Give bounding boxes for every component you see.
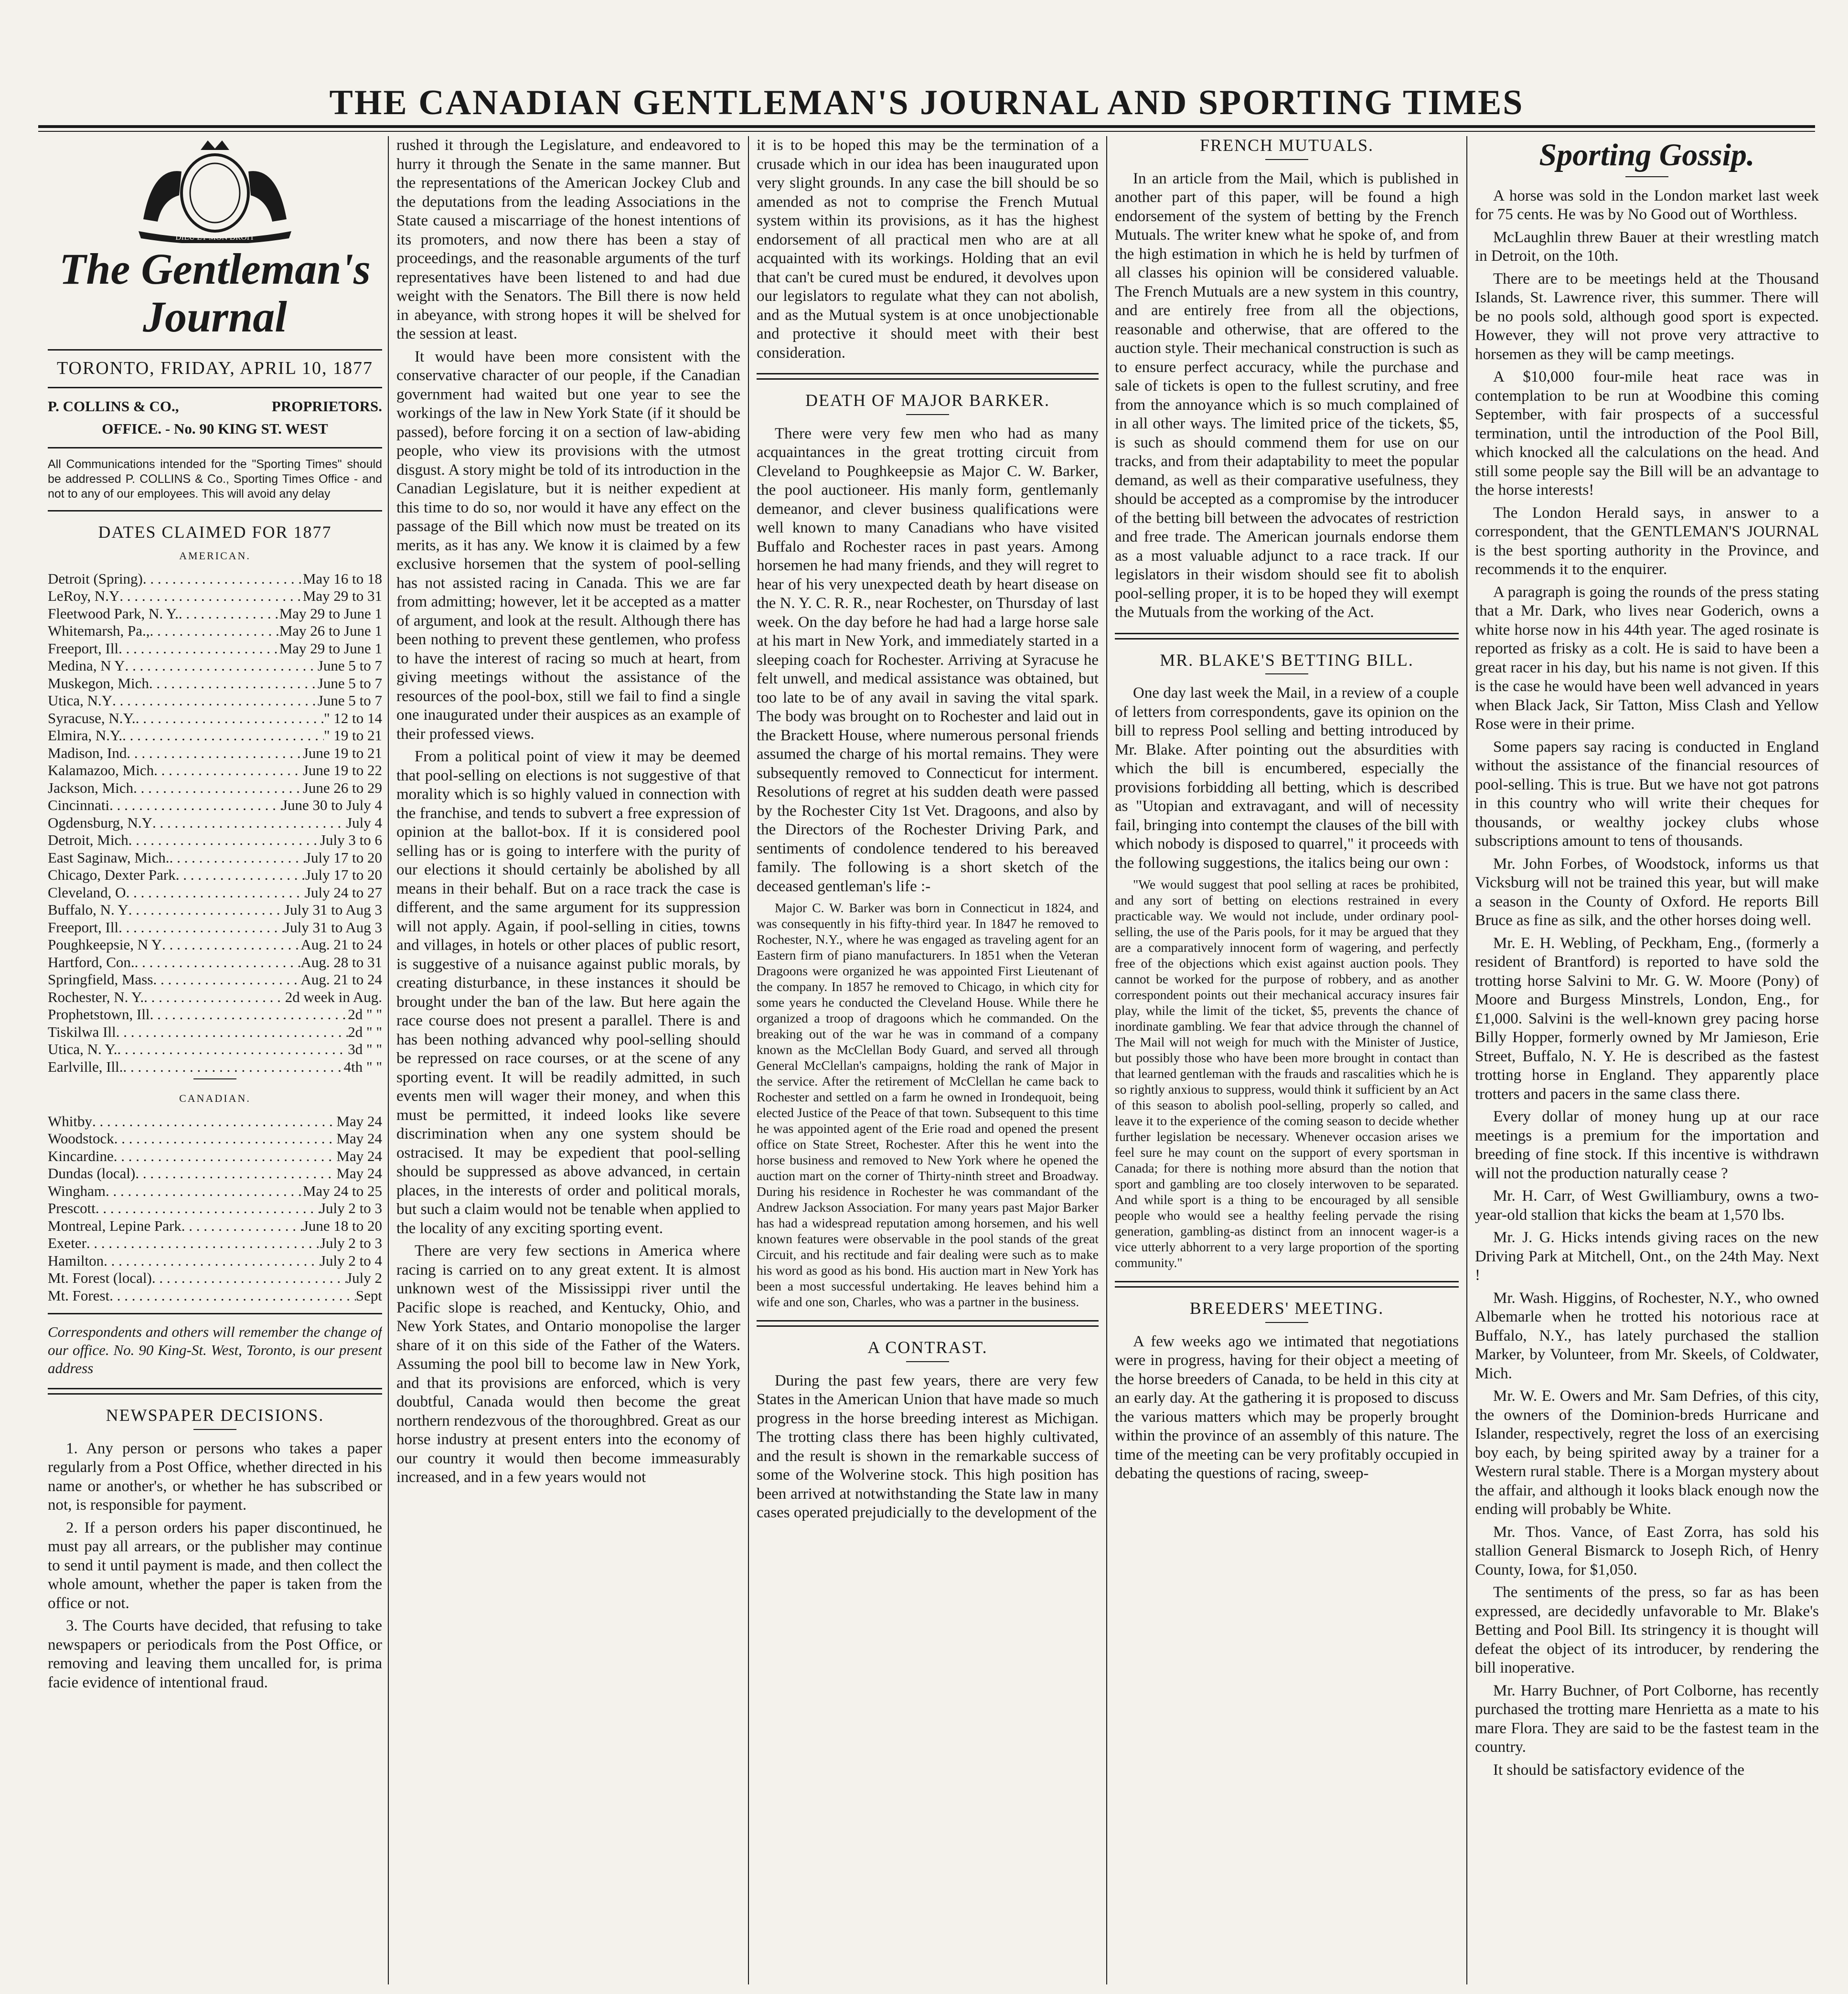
- date-value: July 31 to Aug 3: [284, 918, 382, 936]
- contrast-heading: A CONTRAST.: [867, 1338, 988, 1357]
- date-value: June 19 to 22: [302, 762, 382, 778]
- date-place: LeRoy, N.Y: [48, 587, 120, 604]
- date-value: May 24: [336, 1147, 382, 1164]
- divider: [906, 414, 949, 415]
- adjacent-page-edge: [1829, 162, 1844, 1930]
- date-value: 2d week in Aug.: [285, 988, 382, 1005]
- dot-leader: [104, 1252, 320, 1270]
- date-place: Elmira, N.Y.: [48, 727, 123, 744]
- date-place: Prescott: [48, 1200, 96, 1216]
- column-5: [1475, 136, 1819, 1984]
- gossip-item: A paragraph is going the rounds of the press stating that a Mr. Dark, who lives near Goderich, owns a white horse now in his 44th year. The aged rosinate is reported as frisky as a colt. He is said to have been a great racer in his day, but his name is not given. If this is the case he would have been well advanced in years when Black Jack, Sir Tatton, Miss Clash and Yellow Rose were in their prime.: [1475, 583, 1819, 733]
- dot-leader: [114, 1148, 337, 1165]
- divider: [757, 1320, 1099, 1327]
- dot-leader: [135, 1165, 336, 1183]
- date-place: Wingham: [48, 1182, 106, 1199]
- date-value: July 24 to 27: [305, 884, 382, 901]
- date-row: [48, 1217, 382, 1235]
- date-value: June 26 to 29: [302, 779, 382, 796]
- dot-leader: [86, 1235, 320, 1252]
- date-place: Jackson, Mich: [48, 779, 134, 796]
- article-paragraph: "We would suggest that pool selling at races be prohibited, and any sort of betting on elections restrained in every practicable way. We would not include, under ordinary pool-selling, the use of the Paris pools, for it may be argued that they are a comparatively innocent form of wagering, and perfectly free of the objections which exist against auction pools. They cannot be worked for the purpose of robbery, and as another correspondent points out their mechanical accuracy insures fair play, while the limit of the ticket, $5, prevents the chance of inordinate gambling. We fear that advice through the channel of The Mail will not weigh for much with the Minister of Justice, but possibly those who have been more brought in contact than that learned gentleman with the frauds and rascalities which he is so rightly anxious to suppress, would think it sufficient by an Act of this season to abolish pool-selling, properly so called, and leave it to the experience of the coming season to decide whether further legislation be necessary. Whenever occasion arises we feel sure he may count on the support of every sportsman in Canada; for there is nothing more absurd than the notion that sport and gambling are too closely interwoven to be separated. And while sport is a thing to be encouraged by all sensible people who would see a healthy feeling pervade the rising generation, gambling-as distinct from an innocent wager-is a vice utterly abhorrent to a very large proportion of the sporting community.": [1115, 877, 1459, 1270]
- article-paragraph: There were very few men who had as many acquaintances in the great trotting circuit from Cleveland to Poughkeepsie as Major C. W. Barker, the pool auctioneer. His manly form, gentlemanly demeanor, and clever business qualifications were well known to many Canadians who have visited Buffalo and Rochester races in past years. Among horsemen he had many friends, and they will regret to hear of his very unexpected death by heart disease on the N. Y. C. R. R., near Rochester, on Thursday of last week. On the day before he had had a large horse sale at his mart in New York, and immediately started in a sleeping coach for Rochester. Arriving at Syracuse he felt unwell, and medical assistance was obtained, but too late to be of any avail in saving the vital spark. The body was brought on to Rochester and laid out in the Brackett House, where numerous personal friends assumed the charge of his mortal remains. They were subsequently removed to Connecticut for interment. Resolutions of regret at his sudden death were passed by the Rochester City 1st Vet. Dragoons, and also by the Directors of the Rochester Driving Park, and sentiments of condolence tendered to his bereaved family. The following is a short sketch of the deceased gentleman's life :-: [757, 425, 1099, 895]
- date-row: [48, 797, 382, 814]
- office-address: OFFICE. - No. 90 KING ST. WEST: [102, 420, 328, 437]
- dot-leader: [135, 954, 301, 971]
- gossip-item: Some papers say racing is conducted in England without the assistance of the financial resources of pool-selling. This is true. But we have not got patrons in this country who will write their cheques for thousands, or wealthy jockey clubs whose subscriptions amount to tens of thousands.: [1475, 738, 1819, 850]
- date-value: May 24: [336, 1165, 382, 1182]
- date-place: Exeter: [48, 1235, 86, 1251]
- date-value: May 29 to June 1: [279, 605, 382, 622]
- column-divider: [748, 136, 749, 1984]
- dot-leader: [116, 1024, 348, 1041]
- dot-leader: [118, 1041, 348, 1058]
- date-value: June 5 to 7: [317, 692, 382, 709]
- canadian-heading: CANADIAN.: [179, 1092, 251, 1104]
- date-place: Chicago, Dexter Park: [48, 866, 176, 883]
- date-value: Sept: [355, 1287, 382, 1304]
- dot-leader: [176, 866, 305, 884]
- gossip-item: The London Herald says, in answer to a correspondent, that the GENTLEMAN'S JOURNAL is the best sporting authority in the Province, and recommends it to the enquirer.: [1475, 504, 1819, 578]
- dot-leader: [112, 692, 318, 710]
- dot-leader: [170, 849, 305, 867]
- date-value: May 16 to 18: [302, 570, 382, 587]
- date-row: [48, 1287, 382, 1305]
- date-value: May 29 to June 1: [279, 640, 382, 657]
- pool-bill-article: [396, 136, 740, 1487]
- gossip-item: Mr. Wash. Higgins, of Rochester, N.Y., who owned Albemarle when he trotted his notorious race at Buffalo, N.Y., has lately purchased the stallion Marker, by Volunteer, from Mr. Skeels, of Coldwater, Mich.: [1475, 1289, 1819, 1382]
- date-value: June 19 to 21: [302, 744, 382, 761]
- date-place: Whitemarsh, Pa.,: [48, 622, 150, 639]
- date-value: July 2 to 4: [320, 1252, 382, 1269]
- date-row: [48, 832, 382, 849]
- gossip-item: Every dollar of money hung up at our race meetings is a premium for the importation and breeding of fine stock. If this incentive is withdrawn will not the production naturally cease ?: [1475, 1108, 1819, 1182]
- masthead-title: THE CANADIAN GENTLEMAN'S JOURNAL AND SPORTING TIMES: [329, 83, 1524, 122]
- article-paragraph: From a political point of view it may be deemed that pool-selling on elections is not suggestive of that morality which is so highly valued in connection with the franchise, and tends to subvert a free expression of opinion at the ballot-box. If it is considered pool selling has or is going to interfere with the purity of our elections it should certainly be abolished by all means in their behalf. But on a race track the case is different, and the same argument for its suppression will not apply. Again, if pool-selling in cities, towns and villages, in hotels or other places of public resort, is suggestive of a nuisance against public morals, by creating disturbance, in these instances it should be brought under the ban of the law. But here again the race course does not present a parallel. There is and has been nothing advanced why pool-selling should be repressed on race courses, or at the scene of any sporting event. It will be readily admitted, in such events men will wager their money, and when this must be permitted, it indeed looks like severe discrimination when any one system should be ostracised. It may be expedient that pool-selling should be suppressed as above advanced, in certain places, in the interests of order and political morals, but such a claim would not be tenable when applied to the locality of any exciting sporting event.: [396, 748, 740, 1237]
- french-mutuals-heading: FRENCH MUTUALS.: [1199, 136, 1374, 155]
- article-paragraph: Major C. W. Barker was born in Connecticut in 1824, and was consequently in his fifty-third year. In 1847 he removed to Rochester, N.Y., where he was engaged as traveling agent for an Eastern firm of piano manufacturers. In 1851 when the Veteran Dragoons were organized he was appointed First Lieutenant of the company. In 1857 he removed to Chicago, in which city for some years he conducted the Cleveland House. While there he organized a troop of dragoons which he commanded. On the breaking out of the war he was in command of a company known as the McClellan Body Guard, and served all through General McClellan's campaigns, holding the rank of Major in the service. After the retirement of McClellan he came back to Rochester and settled on a farm he owned in Irondequoit, being elected Justice of the Peace of that town. Subsequent to this time he was appointed agent of the Erie road and opened the present office on State Street, Rochester. After this he went into the horse business and removed to New York where he opened the auction mart on the corner of Thirty-ninth street and Broadway. During his residence in Rochester he was commandant of the Andrew Jackson Association. For many years past Major Barker has had a widespread reputation among horsemen, and his well known features were observable in the pool stands of the great Circuit, and his rectitude and fair dealing were such as to make his word as good as his bond. His auction mart in New York has been a most successful undertaking. He leaves behind him a wife and one son, Charles, who was a partner in the business.: [757, 900, 1099, 1309]
- gossip-item: Mr. E. H. Webling, of Peckham, Eng., (formerly a resident of Brantford) is reported to have sold the trotting horse Salvini to Mr. G. W. Moore (Pony) of Moore and Burgess Minstrels, London, Eng., for £1,000. Salvini is the well-known grey pacing horse Billy Hopper, formerly owned by Mr Jamieson, Erie Street, Buffalo, N. Y. He is described as the fastest trotting horse in England. They apparently place trotters and pacers in the same class there.: [1475, 934, 1819, 1103]
- gossip-item: A horse was sold in the London market last week for 75 cents. He was by No Good out of Worthless.: [1475, 187, 1819, 223]
- decision-item: 2. If a person orders his paper discontinued, he must pay all arrears, or the publisher may continue to send it until payment is made, and then collect the whole amount, whether the paper is taken from the office or not.: [48, 1519, 382, 1612]
- journal-title: The Gentleman's Journal: [59, 245, 371, 341]
- date-place: Whitby: [48, 1112, 92, 1130]
- article-paragraph: During the past few years, there are very few States in the American Union that have made so much progress in the horse breeding interest as Michigan. The trotting class there has been highly cultivated, and the result is shown in the remarkable success of some of the Wolverine stock. This high position has been arrived at notwithstanding the State law in many cases operated prejudicially to the development of the: [757, 1372, 1099, 1521]
- date-row: [48, 675, 382, 693]
- american-heading: AMERICAN.: [179, 550, 251, 562]
- decisions-list: [48, 1440, 382, 1693]
- date-value: 2d " ": [348, 1006, 382, 1023]
- divider: [1265, 673, 1308, 674]
- date-place: Muskegon, Mich: [48, 674, 149, 692]
- dot-leader: [182, 1217, 303, 1235]
- dot-leader: [128, 901, 284, 919]
- dot-leader: [179, 605, 279, 623]
- article-paragraph: It would have been more consistent with the conservative character of our people, if the Canadian government had waited but one year to see the workings of the law in New York State (if it should be passed), before forcing it on a section of law-abiding people, who view its provisions with the utmost disgust. A story might be told of its introduction in the Canadian Legislature, but it is neither expedient at this time to do so, nor would it have any effect on the passage of the Bill which now must be treated on its merits, as it has any. We know it is claimed by a few exclusive horsemen that the system of pool-selling has not assisted racing in Canada. This we are far from admitting; however, let it be accepted as a matter of argument, and look at the result. Although there has been nothing to prevent these gentlemen, who profess to have the interest of racing so much at heart, from giving meetings without the assistance of the resources of the pool-box, still we fail to find a single one inaugurated under their auspices as an example of their professed views.: [396, 348, 740, 743]
- date-row: [48, 971, 382, 989]
- date-place: East Saginaw, Mich.: [48, 849, 170, 866]
- date-row: [48, 745, 382, 762]
- dot-leader: [144, 989, 285, 1006]
- date-row: [48, 622, 382, 640]
- gossip-item: There are to be meetings held at the Thousand Islands, St. Lawrence river, this summer. There will be no pools sold, although good sport is expected. However, they will not prove very attractive to horsemen as they will be camp meetings.: [1475, 270, 1819, 363]
- date-place: Tiskilwa Ill: [48, 1023, 116, 1040]
- dot-leader: [162, 936, 300, 954]
- divider: [1115, 1281, 1459, 1288]
- date-row: [48, 640, 382, 658]
- date-place: Madison, Ind: [48, 744, 127, 761]
- column-3: [757, 136, 1099, 1984]
- masthead-rule-thin: [38, 131, 1815, 132]
- decision-item: 1. Any person or persons who takes a paper regularly from a Post Office, whether directed in his name or another's, or whether he has subscribed or not, is responsible for payment.: [48, 1440, 382, 1514]
- date-value: July 31 to Aug 3: [284, 901, 382, 918]
- date-value: July 2 to 3: [320, 1200, 382, 1216]
- date-row: [48, 1165, 382, 1183]
- divider: [1265, 159, 1308, 160]
- article-paragraph: In an article from the Mail, which is published in another part of this paper, will be found a high endorsement of the system of betting by the French Mutuals. The writer knew what he spoke of, and from the high estimation in which he is held by turfmen of all classes his opinion will be considered valuable. The French Mutuals are a new system in this country, and are entirely free from all the objections, reasonable and otherwise, that are offered to the auction style. Their mechanical construction is such as to ensure perfect accuracy, while the purchase and sale of tickets is open to the fullest scrutiny, and free from the annoyance which is so much complained of in all other ways. The limited price of the tickets, $5, is such as should commend them for use on our tracks, and from their adaptability to meet the popular demand, as well as their comparative usefulness, they should be accepted as a compromise by the introducer of the betting bill between the advocates of restriction and free trade. The American journals endorse them as a most valuable adjunct to a race track. If our legislators in their wisdom should see fit to abolish pool-selling proper, it is to be hoped they will exempt the Mutuals from the working of the Act.: [1115, 170, 1459, 621]
- date-place: Detroit, Mich: [48, 832, 128, 848]
- divider: [1115, 633, 1459, 640]
- date-row: [48, 587, 382, 605]
- date-row: [48, 866, 382, 884]
- dot-leader: [109, 797, 282, 814]
- date-place: Freeport, Ill: [48, 918, 119, 936]
- dot-leader: [153, 971, 300, 989]
- date-row: [48, 849, 382, 867]
- column-1: [48, 136, 382, 1984]
- proprietors-line: [48, 397, 382, 416]
- date-value: July 17 to 20: [305, 849, 382, 866]
- article-paragraph: There are very few sections in America where racing is carried on to any great extent. It is almost unknown west of the Mississippi river until the Pacific slope is reached, and Kentucky, Ohio, and New York States, and Ontario monopolise the larger share of it on this side of the Father of the Waters. Assuming the pool bill to become law in New York, and that its provisions are enforced, which is very doubtful, Canada would then become the great northern rendezvous of the thoroughbred. Great as our horse industry at present enters into the economy of our country it would then become immeasurably increased, and in a few years would not: [396, 1242, 740, 1486]
- dot-leader: [118, 919, 284, 937]
- proprietors-label: PROPRIETORS.: [271, 397, 382, 415]
- divider: [193, 1078, 236, 1079]
- gossip-item: The sentiments of the press, so far as has been expressed, are decidedly unfavorable to Mr. Blake's Betting and Pool Bill. Its stringency it is thought will defeat the object of its introducer, by rendering the bill inoperative.: [1475, 1584, 1819, 1676]
- divider: [48, 349, 382, 351]
- date-value: July 2 to 3: [320, 1235, 382, 1251]
- divider: [906, 1361, 949, 1362]
- date-place: Kincardine: [48, 1147, 114, 1164]
- decision-item: 3. The Courts have decided, that refusing to take newspapers or periodicals from the Post Office, or removing and leaving them uncalled for, is prima facie evidence of intentional fraud.: [48, 1617, 382, 1691]
- dot-leader: [106, 1183, 303, 1200]
- divider: [48, 510, 382, 512]
- date-row: [48, 884, 382, 902]
- dot-leader: [127, 745, 302, 762]
- gossip-items: [1475, 187, 1819, 1780]
- svg-text:DIEU ET MON DROIT: DIEU ET MON DROIT: [175, 233, 255, 242]
- date-place: Ogdensburg, N.Y: [48, 814, 152, 831]
- date-value: June 30 to July 4: [281, 797, 382, 813]
- date-place: Springfield, Mass: [48, 971, 153, 988]
- dot-leader: [114, 1130, 337, 1148]
- date-row: [48, 1183, 382, 1200]
- dot-leader: [150, 622, 279, 640]
- date-place: Woodstock: [48, 1130, 114, 1147]
- date-row: [48, 692, 382, 710]
- column-divider: [1106, 136, 1107, 1984]
- date-value: June 18 to 20: [302, 1217, 382, 1234]
- dot-leader: [123, 1058, 344, 1076]
- date-place: Earlville, Ill.: [48, 1058, 123, 1075]
- dot-leader: [136, 710, 324, 727]
- divider: [1625, 176, 1668, 177]
- date-row: [48, 570, 382, 588]
- date-value: Aug. 21 to 24: [300, 971, 382, 988]
- column-2: [396, 136, 740, 1984]
- date-row: [48, 1130, 382, 1148]
- date-place: Medina, N Y: [48, 657, 125, 674]
- date-place: Utica, N. Y.: [48, 1041, 118, 1057]
- date-value: May 24 to 25: [302, 1182, 382, 1199]
- column-4: [1115, 136, 1459, 1984]
- dot-leader: [152, 814, 346, 832]
- date-value: July 2: [346, 1269, 382, 1286]
- major-barker-heading: DEATH OF MAJOR BARKER.: [805, 391, 1050, 410]
- divider: [1265, 1322, 1308, 1323]
- american-dates-list: [48, 570, 382, 1076]
- sporting-gossip-heading: Sporting Gossip.: [1539, 138, 1755, 172]
- date-place: Utica, N.Y: [48, 692, 113, 709]
- date-row: [48, 954, 382, 971]
- date-value: May 26 to June 1: [279, 622, 382, 639]
- proprietors-name: P. COLLINS & CO.,: [48, 397, 179, 415]
- date-place: Rochester, N. Y.: [48, 988, 144, 1005]
- divider: [48, 387, 382, 388]
- date-row: [48, 936, 382, 954]
- date-value: July 3 to 6: [320, 832, 382, 848]
- communications-notice: All Communications intended for the "Sporting Times" should be addressed P. COLLINS & Co., Sporting Times Office - and not to any of our employees. This will avoid any delay: [48, 457, 382, 501]
- dot-leader: [143, 570, 303, 588]
- dot-leader: [149, 675, 318, 693]
- date-value: 4th " ": [343, 1058, 382, 1075]
- date-value: July 17 to 20: [305, 866, 382, 883]
- date-row: [48, 1148, 382, 1165]
- dot-leader: [128, 832, 320, 849]
- date-value: 3d " ": [348, 1041, 382, 1057]
- dot-leader: [122, 727, 324, 745]
- date-place: Syracuse, N.Y.: [48, 709, 136, 726]
- date-place: Dundas (local): [48, 1165, 136, 1182]
- date-row: [48, 814, 382, 832]
- date-row: [48, 1024, 382, 1041]
- date-row: [48, 779, 382, 797]
- royal-crest-icon: [72, 138, 358, 243]
- dot-leader: [150, 1006, 348, 1024]
- date-place: Cleveland, O: [48, 884, 126, 901]
- gossip-item: Mr. John Forbes, of Woodstock, informs us that Vicksburg will not be trained this year, but will make a season in the County of Oxford. He reports Bill Bruce as fine as silk, and the other horses doing well.: [1475, 855, 1819, 929]
- breeders-meeting-heading: BREEDERS' MEETING.: [1189, 1299, 1384, 1318]
- date-place: Poughkeepsie, N Y: [48, 936, 162, 953]
- divider: [757, 373, 1099, 380]
- gossip-item: Mr. J. G. Hicks intends giving races on the new Driving Park at Mitchell, Ont., on the 24th May. Next !: [1475, 1229, 1819, 1284]
- dot-leader: [152, 1269, 346, 1287]
- gossip-item: Mr. H. Carr, of West Gwilliambury, owns a two-year-old stallion that kicks the beam at 1,570 lbs.: [1475, 1187, 1819, 1224]
- date-value: May 24: [336, 1130, 382, 1147]
- date-row: [48, 989, 382, 1006]
- date-place: Fleetwood Park, N. Y.: [48, 605, 179, 622]
- date-place: Cincinnati: [48, 797, 110, 813]
- divider: [48, 447, 382, 448]
- date-row: [48, 901, 382, 919]
- date-value: Aug. 21 to 24: [300, 936, 382, 953]
- date-row: [48, 1200, 382, 1217]
- date-place: Mt. Forest (local): [48, 1269, 152, 1286]
- dot-leader: [96, 1200, 320, 1217]
- date-row: [48, 1006, 382, 1024]
- date-value: June 5 to 7: [317, 674, 382, 692]
- date-value: May 24: [336, 1112, 382, 1130]
- masthead-rule: [38, 125, 1815, 128]
- date-value: Aug. 28 to 31: [300, 953, 382, 970]
- dot-leader: [109, 1287, 356, 1305]
- date-row: [48, 1252, 382, 1270]
- date-row: [48, 1269, 382, 1287]
- dateline: TORONTO, FRIDAY, APRIL 10, 1877: [56, 358, 374, 378]
- dot-leader: [133, 779, 303, 797]
- newspaper-decisions-heading: NEWSPAPER DECISIONS.: [106, 1406, 324, 1425]
- date-value: 2d " ": [348, 1023, 382, 1040]
- date-row: [48, 710, 382, 727]
- date-row: [48, 727, 382, 745]
- column-divider: [388, 136, 389, 1984]
- date-place: Detroit (Spring): [48, 570, 143, 587]
- date-value: June 5 to 7: [317, 657, 382, 674]
- date-place: Prophetstown, Ill: [48, 1006, 150, 1023]
- date-row: [48, 919, 382, 937]
- article-paragraph: A few weeks ago we intimated that negotiations were in progress, having for their object a meeting of the horse breeders of Canada, to be held in this city at an early day. At the gathering it is proposed to discuss the various matters which may be properly brought within the province of an assembly of this nature. The time of the meeting can be very profitably occupied in debating the questions of racing, sweep-: [1115, 1333, 1459, 1482]
- date-row: [48, 657, 382, 675]
- date-place: Buffalo, N. Y: [48, 901, 128, 918]
- article-paragraph: it is to be hoped this may be the termination of a crusade which in our idea has been inaugurated upon very slight grounds. In any case the bill should be so amended as not to comprise the French Mutual system within its provisions, as it has the highest endorsement of all practical men who are at all acquainted with its workings. Holding that an evil that can't be cured must be endured, it devolves upon our legislators to regulate what they can not abolish, and as the Mutual system is at once unobjectionable and protective it should meet with their best consideration.: [757, 137, 1099, 362]
- gossip-item: Mr. Harry Buchner, of Port Colborne, has recently purchased the trotting mare Henrietta as a mate to his mare Flora. They are said to be the fastest team in the country.: [1475, 1682, 1819, 1756]
- date-row: [48, 762, 382, 779]
- date-value: May 29 to 31: [302, 587, 382, 604]
- date-row: [48, 1235, 382, 1252]
- date-row: [48, 1058, 382, 1076]
- divider: [48, 1388, 382, 1395]
- date-row: [48, 1113, 382, 1130]
- gossip-item: A $10,000 four-mile heat race was in contemplation to be run at Woodbine this coming September, with fair prospects of a successful termination, until the introduction of the Pool Bill, which knocked all the calculations on the head. And still some people say the Bill will be an advantage to the horse interests!: [1475, 368, 1819, 499]
- blake-betting-bill-heading: MR. BLAKE'S BETTING BILL.: [1160, 650, 1414, 670]
- date-row: [48, 605, 382, 623]
- correspondents-notice: Correspondents and others will remember the change of our office. No. 90 King-St. West, Toronto, is our present address: [48, 1323, 382, 1376]
- dot-leader: [92, 1113, 336, 1130]
- article-paragraph: rushed it through the Legislature, and endeavored to hurry it through the Senate in the same manner. But the representations of the American Jockey Club and the deputations from the leading Associations in the State caused a miscarriage of the honest intentions of its promoters, and now there has been a stay of proceedings, and the reasonable arguments of the turf representatives have been listened to and had due weight with the Senators. The Bill there is now held in abeyance, with strong hopes it will be shelved for the session at least.: [396, 137, 740, 342]
- dot-leader: [126, 884, 305, 902]
- date-value: July 4: [346, 814, 382, 831]
- dot-leader: [119, 587, 302, 605]
- date-value: " 19 to 21: [323, 727, 382, 744]
- date-place: Hamilton: [48, 1252, 104, 1269]
- dot-leader: [154, 762, 303, 779]
- column-divider: [1466, 136, 1467, 1984]
- date-row: [48, 1041, 382, 1058]
- divider: [193, 1429, 236, 1430]
- date-place: Freeport, Ill: [48, 640, 119, 657]
- date-place: Montreal, Lepine Park: [48, 1217, 182, 1234]
- dot-leader: [118, 640, 279, 658]
- article-paragraph: One day last week the Mail, in a review of a couple of letters from correspondents, gave its opinion on the bill to repress Pool selling and betting introduced by Mr. Blake. After pointing out the absurdities with which the bill is encumbered, especially the provisions forbidding all betting, which is described as "Utopian and extravagant, and will of necessity fail, bringing into contempt the clauses of the bill with which nobody is disposed to quarrel," it proceeds with the following suggestions, the italics being our own :: [1115, 684, 1459, 872]
- gossip-item: Mr. Thos. Vance, of East Zorra, has sold his stallion General Bismarck to Joseph Rich, of Henry County, Iowa, for $1,050.: [1475, 1523, 1819, 1578]
- gossip-item: McLaughlin threw Bauer at their wrestling match in Detroit, on the 10th.: [1475, 228, 1819, 265]
- canadian-dates-list: [48, 1113, 382, 1305]
- dot-leader: [125, 657, 318, 675]
- date-place: Kalamazoo, Mich: [48, 762, 154, 778]
- divider: [48, 1313, 382, 1314]
- gossip-item: Mr. W. E. Owers and Mr. Sam Defries, of this city, the owners of the Dominion-breds Hurricane and Islander, respectively, regret the loss of an exercising boy each, by being spirited away by a trainer for a Western rural stable. There is a Morgan mystery about the affair, and although it looks black enough now the ending will probably be White.: [1475, 1387, 1819, 1518]
- gossip-item: It should be satisfactory evidence of the: [1493, 1761, 1744, 1779]
- date-place: Mt. Forest: [48, 1287, 110, 1304]
- date-value: " 12 to 14: [323, 709, 382, 726]
- dates-claimed-heading: DATES CLAIMED FOR 1877: [98, 522, 332, 542]
- date-place: Hartford, Con.: [48, 953, 135, 970]
